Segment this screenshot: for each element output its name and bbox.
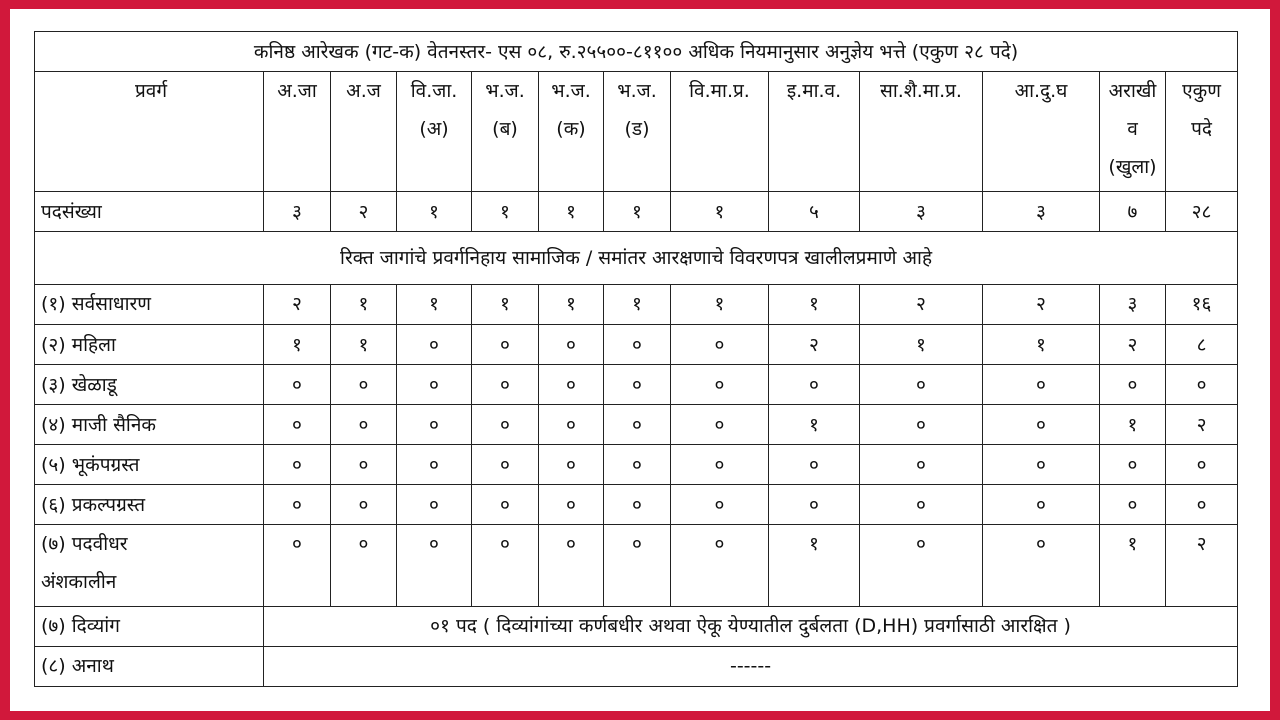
anath-note: ------ bbox=[264, 646, 1238, 686]
cell-line: इ.मा.व. bbox=[786, 80, 842, 103]
value-cell: १ bbox=[539, 192, 604, 232]
cell-line: (ड) bbox=[624, 118, 650, 141]
column-header bbox=[983, 72, 1100, 192]
cell-line: अंशकालीन bbox=[41, 571, 117, 594]
table-title: कनिष्ठ आरेखक (गट-क) वेतनस्तर- एस ०८, रु.२५५००-८११०० अधिक नियमानुसार अनुज्ञेय भत्ते (एकुण २८ पदे) bbox=[35, 32, 1238, 72]
value-cell: ० bbox=[860, 445, 983, 485]
value-cell: ० bbox=[539, 485, 604, 525]
cell-line: (क) bbox=[556, 118, 586, 141]
value-cell: ० bbox=[472, 525, 539, 606]
cell-line: आ.दु.घ bbox=[1014, 80, 1068, 103]
column-header bbox=[860, 72, 983, 192]
value-cell: ० bbox=[539, 325, 604, 365]
value-cell: ० bbox=[769, 445, 860, 485]
table-row bbox=[35, 445, 1238, 485]
table-row bbox=[35, 405, 1238, 445]
table-row bbox=[35, 485, 1238, 525]
cell-line: (५) भूकंपग्रस्त bbox=[41, 453, 140, 476]
cell-line: (७) पदवीधर bbox=[41, 533, 128, 556]
value-cell: २ bbox=[1166, 525, 1238, 606]
value-cell: ५ bbox=[769, 192, 860, 232]
value-cell: ० bbox=[983, 405, 1100, 445]
row-label: पदसंख्या bbox=[35, 192, 264, 232]
value-cell: ० bbox=[671, 445, 769, 485]
value-cell: ० bbox=[539, 525, 604, 606]
column-header bbox=[1100, 72, 1166, 192]
row-label bbox=[35, 365, 264, 405]
column-header bbox=[472, 72, 539, 192]
value-cell: ३ bbox=[860, 192, 983, 232]
divyang-note: ०१ पद ( दिव्यांगांच्या कर्णबधीर अथवा ऐकू येण्यातील दुर्बलता (D,HH) प्रवर्गासाठी आरक्षित ) bbox=[264, 606, 1238, 646]
value-cell: २ bbox=[1166, 405, 1238, 445]
category-header: प्रवर्ग bbox=[35, 72, 264, 192]
cell-line: पदे bbox=[1191, 118, 1212, 141]
cell-line: वि.जा. bbox=[410, 80, 458, 103]
value-cell: ० bbox=[397, 405, 472, 445]
value-cell: १ bbox=[769, 405, 860, 445]
cell-line: भ.ज. bbox=[617, 80, 657, 103]
value-cell: १ bbox=[472, 192, 539, 232]
value-cell: ० bbox=[983, 445, 1100, 485]
value-cell: २८ bbox=[1166, 192, 1238, 232]
value-cell: ३ bbox=[983, 192, 1100, 232]
value-cell: ० bbox=[472, 405, 539, 445]
cell-line: भ.ज. bbox=[485, 80, 525, 103]
value-cell: ० bbox=[331, 365, 397, 405]
value-cell: ० bbox=[472, 445, 539, 485]
anath-row bbox=[35, 646, 1238, 686]
value-cell: ० bbox=[1100, 365, 1166, 405]
value-cell: ० bbox=[604, 485, 671, 525]
value-cell: ० bbox=[331, 485, 397, 525]
value-cell: २ bbox=[983, 284, 1100, 324]
value-cell: ० bbox=[671, 325, 769, 365]
row-label: (८) अनाथ bbox=[35, 646, 264, 686]
value-cell: १ bbox=[264, 325, 331, 365]
value-cell: ० bbox=[397, 525, 472, 606]
value-cell: ८ bbox=[1166, 325, 1238, 365]
column-header bbox=[769, 72, 860, 192]
value-cell: ० bbox=[472, 325, 539, 365]
value-cell: ० bbox=[769, 365, 860, 405]
row-label bbox=[35, 525, 264, 606]
value-cell: १ bbox=[671, 284, 769, 324]
value-cell: ० bbox=[331, 525, 397, 606]
value-cell: २ bbox=[769, 325, 860, 365]
value-cell: ० bbox=[604, 445, 671, 485]
value-cell: ० bbox=[1166, 485, 1238, 525]
cell-line: अ.जा bbox=[277, 80, 317, 103]
value-cell: ० bbox=[472, 485, 539, 525]
cell-line: (खुला) bbox=[1108, 156, 1157, 179]
divyang-row bbox=[35, 606, 1238, 646]
value-cell: १ bbox=[983, 325, 1100, 365]
value-cell: १ bbox=[397, 192, 472, 232]
cell-line: अ.ज bbox=[346, 80, 381, 103]
row-label bbox=[35, 325, 264, 365]
value-cell: ० bbox=[671, 485, 769, 525]
cell-line: (ब) bbox=[492, 118, 518, 141]
cell-line: (२) महिला bbox=[41, 333, 116, 356]
value-cell: ० bbox=[1166, 365, 1238, 405]
cell-line: भ.ज. bbox=[551, 80, 591, 103]
table-row bbox=[35, 325, 1238, 365]
value-cell: ० bbox=[331, 445, 397, 485]
value-cell: २ bbox=[264, 284, 331, 324]
value-cell: ० bbox=[860, 525, 983, 606]
value-cell: ० bbox=[860, 405, 983, 445]
cell-line: (३) खेळाडू bbox=[41, 373, 117, 396]
column-header bbox=[1166, 72, 1238, 192]
value-cell: ० bbox=[264, 365, 331, 405]
table-row bbox=[35, 284, 1238, 324]
value-cell: ० bbox=[671, 525, 769, 606]
value-cell: ० bbox=[472, 365, 539, 405]
value-cell: १६ bbox=[1166, 284, 1238, 324]
value-cell: ० bbox=[983, 365, 1100, 405]
row-label bbox=[35, 485, 264, 525]
value-cell: ० bbox=[1100, 445, 1166, 485]
value-cell: ० bbox=[860, 485, 983, 525]
value-cell: १ bbox=[769, 284, 860, 324]
value-cell: ० bbox=[983, 525, 1100, 606]
value-cell: १ bbox=[539, 284, 604, 324]
value-cell: ० bbox=[604, 325, 671, 365]
row-label bbox=[35, 445, 264, 485]
posts-row bbox=[35, 192, 1238, 232]
value-cell: १ bbox=[604, 284, 671, 324]
value-cell: ० bbox=[671, 405, 769, 445]
section-heading: रिक्त जागांचे प्रवर्गनिहाय सामाजिक / समांतर आरक्षणाचे विवरणपत्र खालीलप्रमाणे आहे bbox=[35, 232, 1238, 284]
value-cell: १ bbox=[472, 284, 539, 324]
value-cell: ० bbox=[264, 525, 331, 606]
column-header bbox=[264, 72, 331, 192]
value-cell: २ bbox=[1100, 325, 1166, 365]
cell-line: वि.मा.प्र. bbox=[689, 80, 750, 103]
cell-line: (४) माजी सैनिक bbox=[41, 413, 156, 436]
value-cell: १ bbox=[397, 284, 472, 324]
document-page bbox=[10, 9, 1270, 711]
value-cell: ० bbox=[397, 365, 472, 405]
section-heading-row bbox=[35, 232, 1238, 284]
column-header bbox=[539, 72, 604, 192]
value-cell: ० bbox=[264, 405, 331, 445]
value-cell: ० bbox=[539, 365, 604, 405]
reservation-table bbox=[34, 31, 1238, 687]
value-cell: ७ bbox=[1100, 192, 1166, 232]
row-label: (७) दिव्यांग bbox=[35, 606, 264, 646]
cell-line: व bbox=[1127, 118, 1138, 141]
value-cell: १ bbox=[1100, 525, 1166, 606]
value-cell: १ bbox=[331, 284, 397, 324]
cell-line: एकुण bbox=[1182, 80, 1221, 103]
value-cell: १ bbox=[769, 525, 860, 606]
value-cell: १ bbox=[860, 325, 983, 365]
value-cell: ३ bbox=[264, 192, 331, 232]
value-cell: ० bbox=[264, 485, 331, 525]
value-cell: ० bbox=[983, 485, 1100, 525]
cell-line: (अ) bbox=[419, 118, 449, 141]
column-header bbox=[331, 72, 397, 192]
value-cell: ० bbox=[769, 485, 860, 525]
table-row bbox=[35, 525, 1238, 606]
value-cell: १ bbox=[331, 325, 397, 365]
value-cell: १ bbox=[671, 192, 769, 232]
value-cell: ० bbox=[331, 405, 397, 445]
value-cell: १ bbox=[604, 192, 671, 232]
value-cell: ० bbox=[604, 525, 671, 606]
row-label bbox=[35, 284, 264, 324]
value-cell: ० bbox=[397, 325, 472, 365]
value-cell: ० bbox=[539, 445, 604, 485]
value-cell: ० bbox=[604, 405, 671, 445]
value-cell: १ bbox=[1100, 405, 1166, 445]
column-header bbox=[604, 72, 671, 192]
value-cell: ० bbox=[539, 405, 604, 445]
value-cell: २ bbox=[860, 284, 983, 324]
cell-line: (१) सर्वसाधारण bbox=[41, 293, 152, 316]
header-row bbox=[35, 72, 1238, 192]
cell-line: अराखी bbox=[1108, 80, 1157, 103]
value-cell: ० bbox=[1100, 485, 1166, 525]
value-cell: ० bbox=[671, 365, 769, 405]
value-cell: ० bbox=[1166, 445, 1238, 485]
value-cell: ० bbox=[860, 365, 983, 405]
column-header bbox=[671, 72, 769, 192]
row-label bbox=[35, 405, 264, 445]
cell-line: सा.शै.मा.प्र. bbox=[880, 80, 962, 103]
column-header bbox=[397, 72, 472, 192]
value-cell: ० bbox=[604, 365, 671, 405]
value-cell: ३ bbox=[1100, 284, 1166, 324]
value-cell: ० bbox=[397, 485, 472, 525]
table-row bbox=[35, 365, 1238, 405]
value-cell: ० bbox=[264, 445, 331, 485]
value-cell: ० bbox=[397, 445, 472, 485]
cell-line: (६) प्रकल्पग्रस्त bbox=[41, 493, 146, 516]
value-cell: २ bbox=[331, 192, 397, 232]
